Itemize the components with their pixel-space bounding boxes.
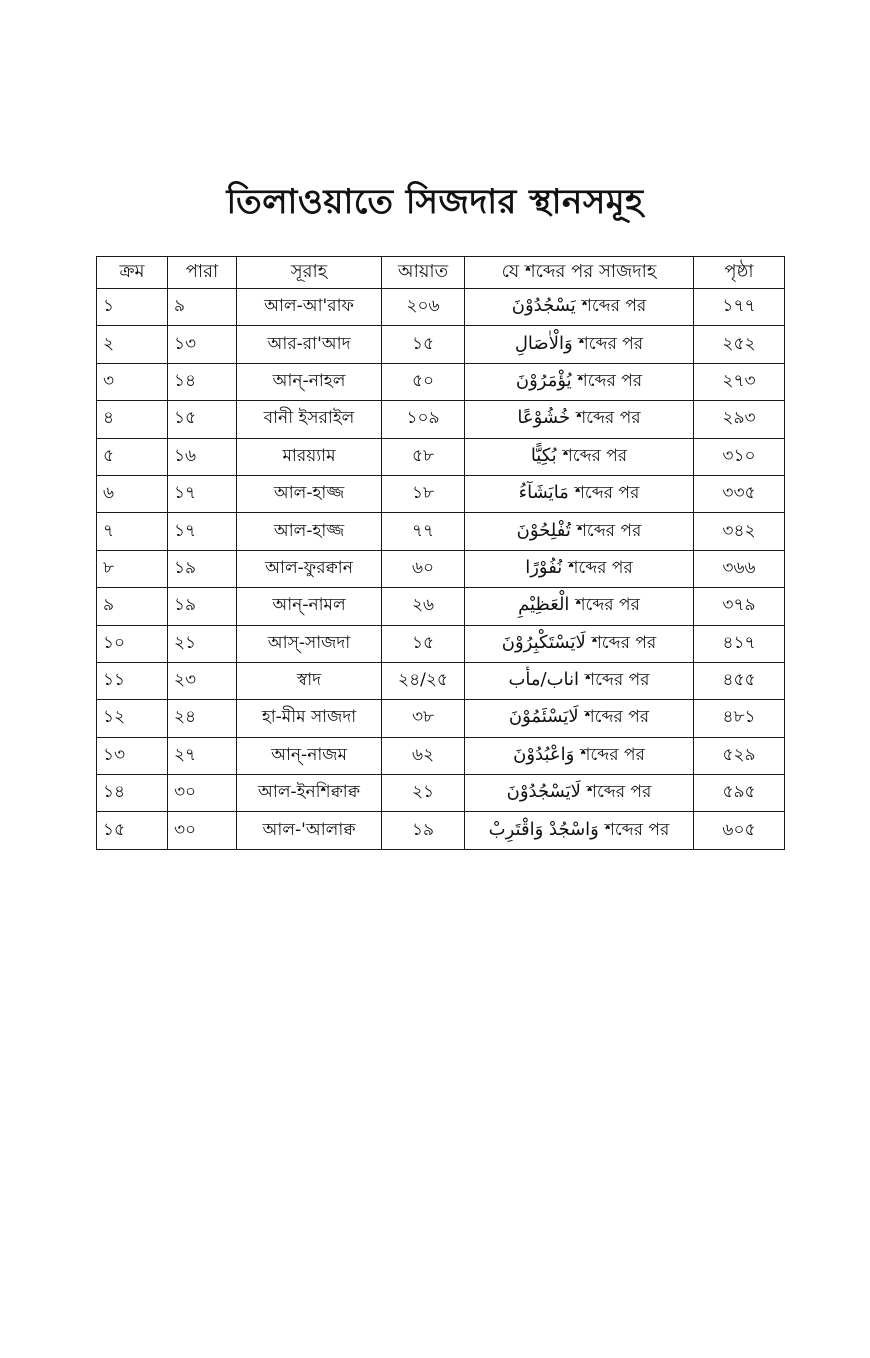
word-suffix: শব্দের পর (568, 557, 633, 578)
cell-kram: ৭ (97, 513, 168, 550)
cell-ayat: ৭৭ (382, 513, 465, 550)
table-row (97, 438, 785, 475)
table-row (97, 401, 785, 438)
cell-word (465, 363, 694, 400)
cell-surah: আর-রা'আদ (237, 326, 382, 363)
cell-ayat: ১০৯ (382, 401, 465, 438)
cell-ayat: ৫৮ (382, 438, 465, 475)
arabic-word: نُفُوْرًا (525, 556, 563, 578)
cell-word (465, 475, 694, 512)
cell-ayat: ৩৮ (382, 700, 465, 737)
header-para: পারা (168, 257, 237, 289)
cell-para: ১৩ (168, 326, 237, 363)
cell-page: ১৭৭ (694, 289, 785, 326)
table-row (97, 550, 785, 587)
cell-ayat: ১৯ (382, 812, 465, 849)
cell-kram: ১২ (97, 700, 168, 737)
cell-word (465, 513, 694, 550)
cell-kram: ৮ (97, 550, 168, 587)
arabic-word: بُكِيًّا (530, 444, 557, 466)
cell-word (465, 326, 694, 363)
sajdah-table (96, 256, 785, 850)
cell-surah: আন্-নামল (237, 588, 382, 625)
cell-page: ২৭৩ (694, 363, 785, 400)
cell-surah: স্বাদ (237, 662, 382, 699)
table-row (97, 475, 785, 512)
cell-para: ১৯ (168, 550, 237, 587)
cell-word (465, 737, 694, 774)
cell-kram: ৫ (97, 438, 168, 475)
cell-kram: ৪ (97, 401, 168, 438)
arabic-word: وَاسْجُدْ وَاقْتَرِبْ (488, 818, 599, 840)
header-word: যে শব্দের পর সাজদাহ (465, 257, 694, 289)
word-suffix: শব্দের পর (604, 819, 670, 840)
cell-page: ৩১০ (694, 438, 785, 475)
cell-surah: আস্-সাজদা (237, 625, 382, 662)
word-suffix: শব্দের পর (580, 744, 645, 765)
cell-word (465, 662, 694, 699)
word-suffix: শব্দের পর (575, 595, 640, 616)
word-suffix: শব্দের পর (562, 445, 628, 466)
arabic-word: خُشُوْعًا (517, 407, 571, 429)
table-row (97, 737, 785, 774)
cell-page: ৪১৭ (694, 625, 785, 662)
cell-surah: হা-মীম সাজদা (237, 700, 382, 737)
cell-page: ২৫২ (694, 326, 785, 363)
cell-para: ৩০ (168, 775, 237, 812)
cell-para: ১৪ (168, 363, 237, 400)
cell-para: ২৩ (168, 662, 237, 699)
cell-word (465, 550, 694, 587)
word-suffix: শব্দের পর (584, 707, 650, 728)
cell-word (465, 625, 694, 662)
word-suffix: শব্দের পর (586, 782, 652, 803)
header-kram: ক্রম (97, 257, 168, 289)
cell-ayat: ৫০ (382, 363, 465, 400)
cell-page: ৩৩৫ (694, 475, 785, 512)
cell-page: ২৯৩ (694, 401, 785, 438)
cell-word (465, 700, 694, 737)
word-suffix: শব্দের পর (591, 632, 657, 653)
table-row (97, 700, 785, 737)
cell-para: ৯ (168, 289, 237, 326)
arabic-word: تُفْلِحُوْنَ (516, 519, 571, 541)
arabic-word: لَايَسْجُدُوْنَ (506, 781, 581, 803)
cell-page: ৩৭৯ (694, 588, 785, 625)
word-suffix: শব্দের পর (574, 483, 640, 504)
cell-kram: ১৪ (97, 775, 168, 812)
table-header-row (97, 257, 785, 289)
table-row (97, 289, 785, 326)
word-suffix: শব্দের পর (578, 333, 644, 354)
table-row (97, 662, 785, 699)
table-row (97, 812, 785, 849)
cell-word (465, 289, 694, 326)
arabic-word: يَسْجُدُوْنَ (511, 295, 576, 317)
cell-word (465, 812, 694, 849)
cell-ayat: ৬২ (382, 737, 465, 774)
cell-page: ৫২৯ (694, 737, 785, 774)
table-row (97, 326, 785, 363)
cell-kram: ৩ (97, 363, 168, 400)
cell-kram: ১ (97, 289, 168, 326)
cell-para: ২১ (168, 625, 237, 662)
cell-para: ১৭ (168, 475, 237, 512)
cell-word (465, 438, 694, 475)
cell-surah: আন্-নাহল (237, 363, 382, 400)
arabic-word: اناب/مأب (508, 669, 580, 691)
cell-page: ৩৬৬ (694, 550, 785, 587)
cell-para: ২৭ (168, 737, 237, 774)
cell-page: ৪৫৫ (694, 662, 785, 699)
cell-kram: ৬ (97, 475, 168, 512)
table-row (97, 775, 785, 812)
word-suffix: শব্দের পর (576, 408, 641, 429)
word-suffix: শব্দের পর (576, 520, 642, 541)
header-ayat: আয়াত (382, 257, 465, 289)
cell-para: ১৯ (168, 588, 237, 625)
cell-kram: ১০ (97, 625, 168, 662)
table-body (97, 289, 785, 850)
page-title: তিলাওয়াতে সিজদার স্থানসমূহ (226, 182, 644, 222)
cell-surah: বানী ইসরাইল (237, 401, 382, 438)
cell-kram: ২ (97, 326, 168, 363)
cell-surah: আল-ইনশিক্বাক্ব (237, 775, 382, 812)
arabic-word: مَايَشَآءُ (518, 482, 569, 504)
cell-kram: ১৩ (97, 737, 168, 774)
cell-ayat: ১৫ (382, 326, 465, 363)
cell-surah: আল-'আলাক্ব (237, 812, 382, 849)
header-surah: সূরাহ (237, 257, 382, 289)
cell-para: ২৪ (168, 700, 237, 737)
cell-surah: আল-আ'রাফ (237, 289, 382, 326)
table-row (97, 625, 785, 662)
cell-page: ৫৯৫ (694, 775, 785, 812)
cell-word (465, 588, 694, 625)
cell-kram: ১৫ (97, 812, 168, 849)
table-row (97, 588, 785, 625)
cell-page: ৩৪২ (694, 513, 785, 550)
cell-kram: ৯ (97, 588, 168, 625)
word-suffix: শব্দের পর (581, 296, 647, 317)
cell-ayat: ২১ (382, 775, 465, 812)
cell-word (465, 775, 694, 812)
arabic-word: الْعَظِيْمِ (518, 594, 570, 616)
arabic-word: يُؤْمَرُوْنَ (515, 369, 572, 391)
cell-surah: আল-ফুরক্বান (237, 550, 382, 587)
cell-ayat: ২০৬ (382, 289, 465, 326)
table-row (97, 513, 785, 550)
cell-kram: ১১ (97, 662, 168, 699)
cell-ayat: ১৮ (382, 475, 465, 512)
cell-ayat: ২৪/২৫ (382, 662, 465, 699)
word-suffix: শব্দের পর (577, 370, 643, 391)
table-row (97, 363, 785, 400)
cell-word (465, 401, 694, 438)
cell-surah: আল-হাজ্জ (237, 475, 382, 512)
cell-surah: আন্-নাজম (237, 737, 382, 774)
arabic-word: لَايَسْئَمُوْنَ (508, 706, 579, 728)
cell-page: ৪৮১ (694, 700, 785, 737)
word-suffix: শব্দের পর (585, 670, 650, 691)
cell-ayat: ১৫ (382, 625, 465, 662)
arabic-word: وَاعْبُدُوْنَ (513, 743, 575, 765)
cell-ayat: ২৬ (382, 588, 465, 625)
cell-para: ৩০ (168, 812, 237, 849)
header-page: পৃষ্ঠা (694, 257, 785, 289)
arabic-word: لَايَسْتَكْبِرُوْنَ (501, 631, 586, 653)
arabic-word: وَالْاٰصَالِ (514, 332, 573, 354)
cell-surah: মারয়্যাম (237, 438, 382, 475)
cell-para: ১৫ (168, 401, 237, 438)
cell-ayat: ৬০ (382, 550, 465, 587)
cell-para: ১৬ (168, 438, 237, 475)
cell-surah: আল-হাজ্জ (237, 513, 382, 550)
cell-page: ৬০৫ (694, 812, 785, 849)
cell-para: ১৭ (168, 513, 237, 550)
